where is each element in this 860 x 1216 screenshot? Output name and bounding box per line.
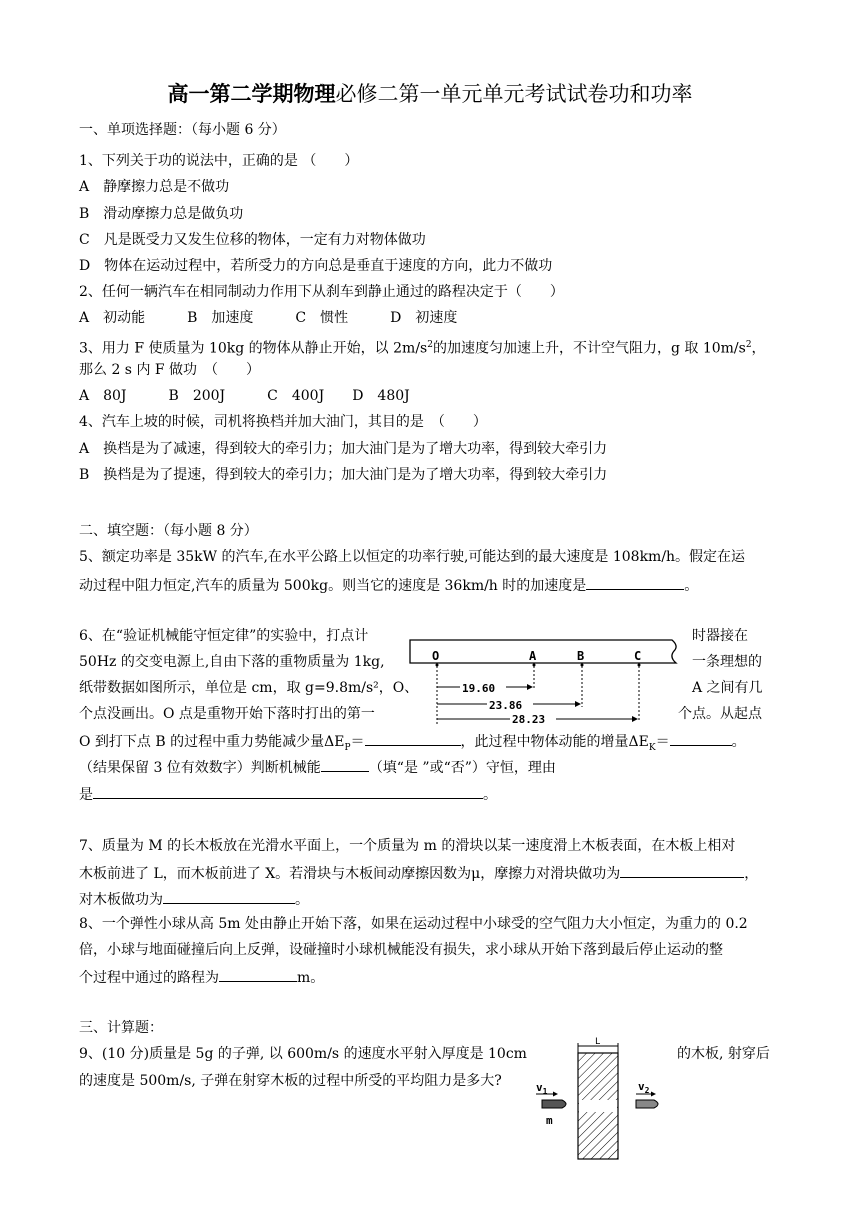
question-6-right-3: A 之间有几	[692, 680, 763, 696]
question-8-line-2: 倍，小球与地面碰撞后向上反弹，设碰撞时小球机械能没有损失，求小球从开始下落到最后停止运动的整	[79, 942, 723, 958]
question-3-line-2: 那么 2 s 内 F 做功 （ ）	[79, 362, 261, 378]
q1-option-d: D 物体在运动过程中，若所受力的方向总是垂直于速度的方向，此力不做功	[79, 258, 553, 274]
answer-blank[interactable]	[620, 863, 744, 878]
label-o: O	[432, 649, 440, 663]
answer-blank[interactable]	[670, 731, 732, 746]
question-6: 6、在“验证机械能守恒定律”的实验中，打点计	[79, 628, 369, 644]
distance-ob: 23.86	[489, 699, 523, 712]
question-6-line-3: 纸带数据如图所示，单位是 cm，取 g=9.8m/s²，O、	[79, 680, 419, 696]
paper-tape-figure	[402, 632, 690, 724]
question-6-right-4: 个点。从起点	[678, 706, 762, 722]
q1-option-a: A 静摩擦力总是不做功	[79, 179, 230, 195]
label-c: C	[634, 649, 642, 663]
question-6-right-2: 一条理想的	[692, 654, 762, 670]
question-6-line-6: （结果保留 3 位有效数字）判断机械能 （填“是 ”或“否”）守恒，理由	[79, 757, 556, 777]
bullet-board-figure	[530, 1033, 666, 1161]
question-2: 2、任何一辆汽车在相同制动力作用下从刹车到静止通过的路程决定于（ ）	[79, 284, 564, 300]
bullet-after	[636, 1100, 658, 1108]
distance-oc: 28.23	[512, 713, 546, 724]
q4-option-b: B 换档是为了提速，得到较大的牵引力；加大油门是为了增大功率，得到较大牵引力	[79, 467, 608, 483]
question-9: 9、(10 分)质量是 5g 的子弹, 以 600m/s 的速度水平射入厚度是 10cm	[79, 1046, 527, 1062]
answer-blank[interactable]	[365, 731, 461, 746]
answer-blank[interactable]	[163, 889, 295, 904]
answer-blank[interactable]	[586, 575, 684, 590]
section-3-heading: 三、计算题：	[79, 1020, 163, 1036]
page-title: 高一第二学期物理必修二第一单元单元考试试卷功和功率	[167, 81, 693, 106]
question-4: 4、汽车上坡的时候，司机将换档并加大油门，其目的是 （ ）	[79, 414, 487, 430]
question-1: 1、下列关于功的说法中，正确的是 （ ）	[79, 153, 359, 169]
question-6-line-4: 个点没画出。O 点是重物开始下落时打出的第一	[79, 706, 375, 722]
question-5: 5、额定功率是 35kW 的汽车,在水平公路上以恒定的功率行驶,可能达到的最大速度是 108km/h。假定在运	[79, 549, 746, 565]
q2-options: A 初动能 B 加速度 C 惯性 D 初速度	[79, 310, 458, 326]
answer-blank[interactable]	[93, 784, 483, 799]
distance-oa: 19.60	[462, 682, 496, 695]
question-6-right-1: 时器接在	[692, 628, 748, 644]
question-6-line-5: O 到打下点 B 的过程中重力势能减少量$\Delta E_P=$ ，此过程中物体动能的增量$\Delta E_K=$ 。	[79, 731, 746, 757]
question-7-line-2: 木板前进了 L，而木板前进了 X。若滑块与木板间动摩擦因数为μ，摩擦力对滑块做功为 ，	[79, 863, 758, 883]
label-b: B	[577, 649, 585, 663]
mass-label: m	[546, 1114, 553, 1127]
answer-blank[interactable]	[321, 757, 369, 772]
label-a: A	[529, 649, 537, 663]
q1-option-b: B 滑动摩擦力总是做负功	[79, 206, 244, 222]
question-5-line-2: 动过程中阻力恒定,汽车的质量为 500kg。则当它的速度是 36km/h 时的加速度是 。	[79, 575, 698, 595]
question-9-line-2: 的速度是 500m/s, 子弹在射穿木板的过程中所受的平均阻力是多大?	[79, 1073, 502, 1089]
question-9-right: 的木板, 射穿后	[677, 1046, 770, 1062]
v2-label: $v_2$	[638, 1080, 650, 1095]
question-6-line-7: 是 。	[79, 784, 497, 804]
thickness-label: L	[595, 1037, 601, 1047]
section-2-heading: 二、填空题：（每小题 8 分）	[79, 523, 258, 539]
bullet-before	[542, 1100, 566, 1108]
answer-blank[interactable]	[219, 967, 297, 982]
section-1-heading: 一、单项选择题：（每小题 6 分）	[79, 122, 286, 138]
q3-options: A 80J B 200J C 400J D 480J	[79, 388, 410, 404]
question-7: 7、质量为 M 的长木板放在光滑水平面上，一个质量为 m 的滑块以某一速度滑上木板表面，在木板上相对	[79, 838, 736, 854]
bullet-channel	[579, 1100, 617, 1112]
question-7-line-3: 对木板做功为 。	[79, 889, 309, 909]
q1-option-c: C 凡是既受力又发生位移的物体，一定有力对物体做功	[79, 232, 426, 248]
q4-option-a: A 换档是为了减速，得到较大的牵引力；加大油门是为了增大功率，得到较大牵引力	[79, 441, 608, 457]
question-8-line-3: 个过程中通过的路程为 m。	[79, 967, 324, 987]
question-3: 3、用力 F 使质量为 10kg 的物体从静止开始，以 $2m/s^2$的加速度匀加速上升，不计空气阻力，g 取 $10m/s^2$，	[79, 340, 766, 357]
v1-label: $v_1$	[536, 1081, 548, 1096]
question-6-line-2: 50Hz 的交变电源上,自由下落的重物质量为 1kg,	[79, 654, 385, 670]
question-8: 8、一个弹性小球从高 5m 处由静止开始下落，如果在运动过程中小球受的空气阻力大小恒定，为重力的 0.2	[79, 916, 748, 932]
